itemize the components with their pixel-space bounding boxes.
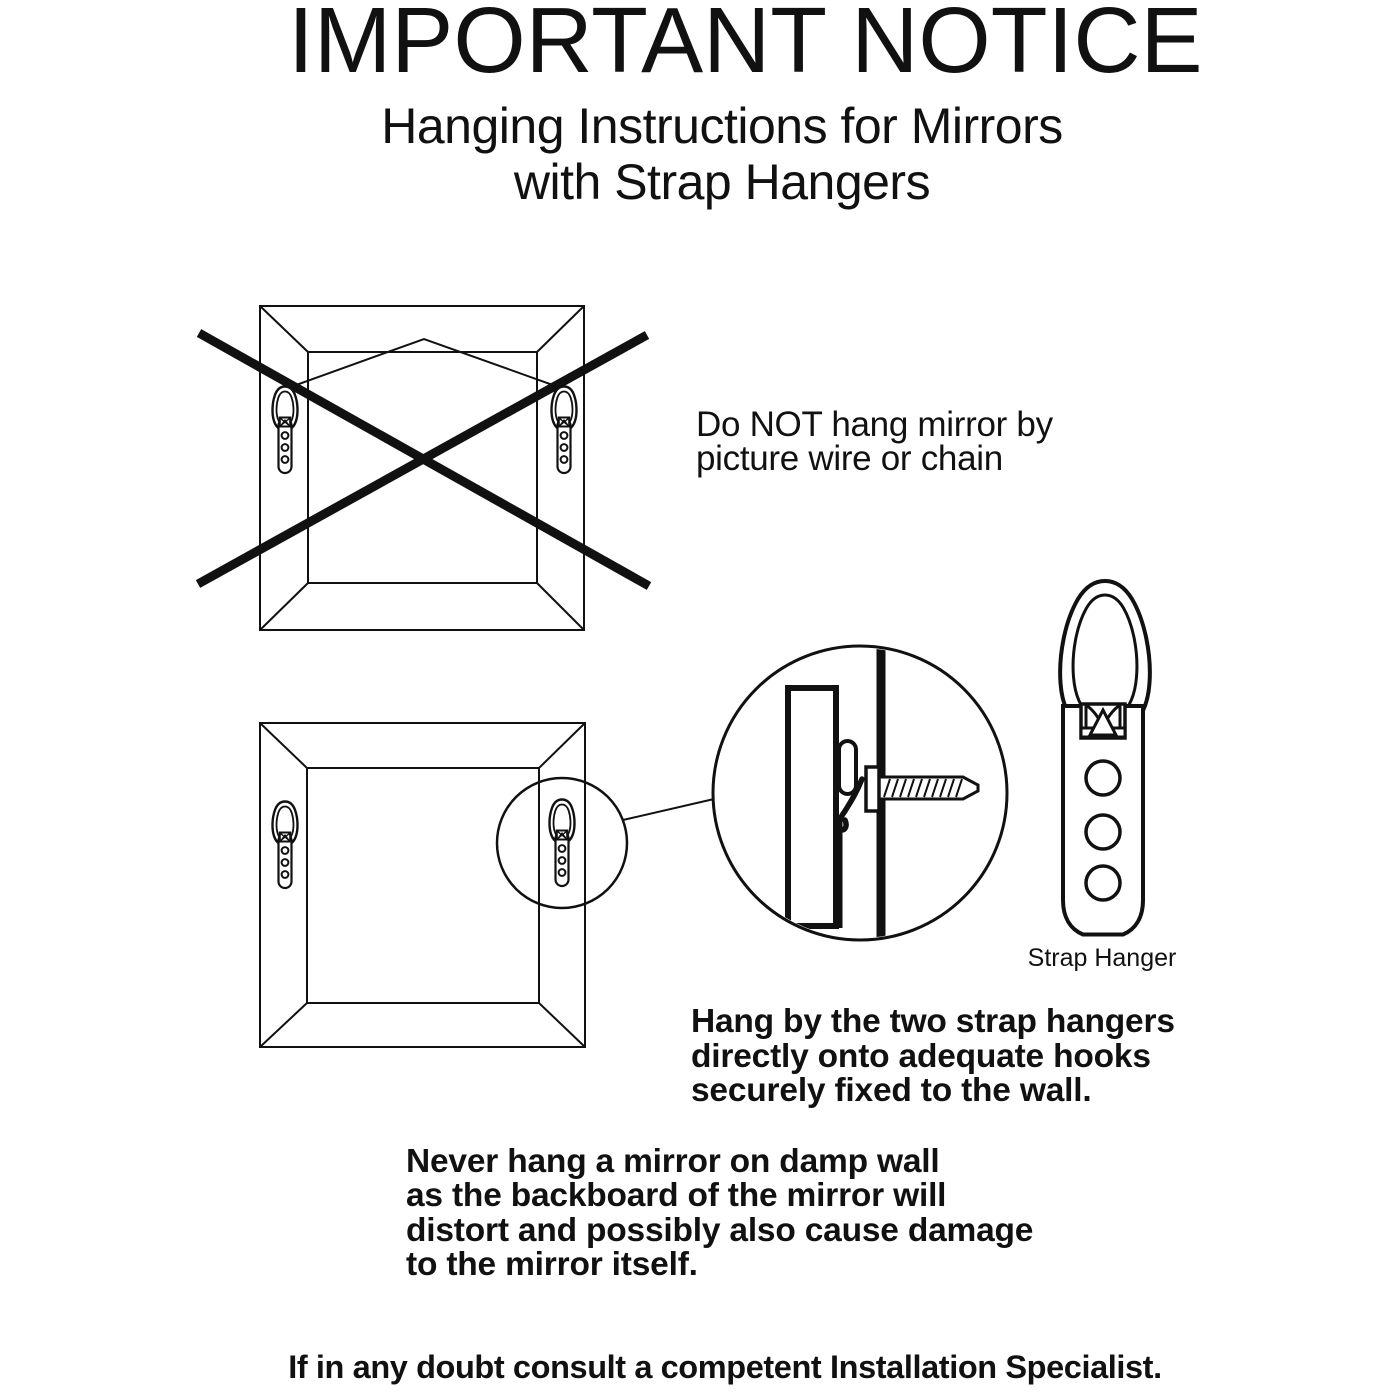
wall-hook-cross-section-diagram xyxy=(713,646,1007,940)
hook-instruction-line: securely fixed to the wall. xyxy=(691,1072,1092,1110)
subtitle-line: with Strap Hangers xyxy=(513,154,931,210)
screw-flange xyxy=(866,767,879,811)
hook-instruction-text xyxy=(691,1005,1175,1109)
strap-hanger-icon xyxy=(1060,581,1150,935)
mirror-back-diagram xyxy=(260,723,585,1047)
damp-warning-text xyxy=(406,1145,1033,1283)
footer-advice-text: If in any doubt consult a competent Installation Specialist. xyxy=(288,1349,1162,1385)
strap-hanger-label: Strap Hanger xyxy=(1027,944,1177,972)
hanger-slot xyxy=(839,741,856,794)
wire-warning-line: picture wire or chain xyxy=(696,438,1003,478)
damp-warning-line: to the mirror itself. xyxy=(406,1246,698,1284)
wire-warning-line: Do NOT hang mirror by xyxy=(696,405,1053,444)
hook-instruction-line: Hang by the two strap hangers xyxy=(691,1003,1175,1040)
damp-warning-line: distort and possibly also cause damage xyxy=(406,1211,1034,1249)
hook-instruction-line: directly onto adequate hooks xyxy=(691,1037,1151,1075)
magnifier-connector xyxy=(623,799,714,820)
damp-warning-line: Never hang a mirror on damp wall xyxy=(406,1143,940,1180)
subtitle-line: Hanging Instructions for Mirrors xyxy=(381,98,1063,154)
page-subtitle xyxy=(222,98,1222,210)
page-title: IMPORTANT NOTICE xyxy=(288,0,1203,92)
crossed-mirror-diagram xyxy=(260,306,584,630)
wire-warning-text xyxy=(696,405,1053,478)
frame-cross-section xyxy=(788,688,836,926)
damp-warning-line: as the backboard of the mirror will xyxy=(406,1177,947,1215)
